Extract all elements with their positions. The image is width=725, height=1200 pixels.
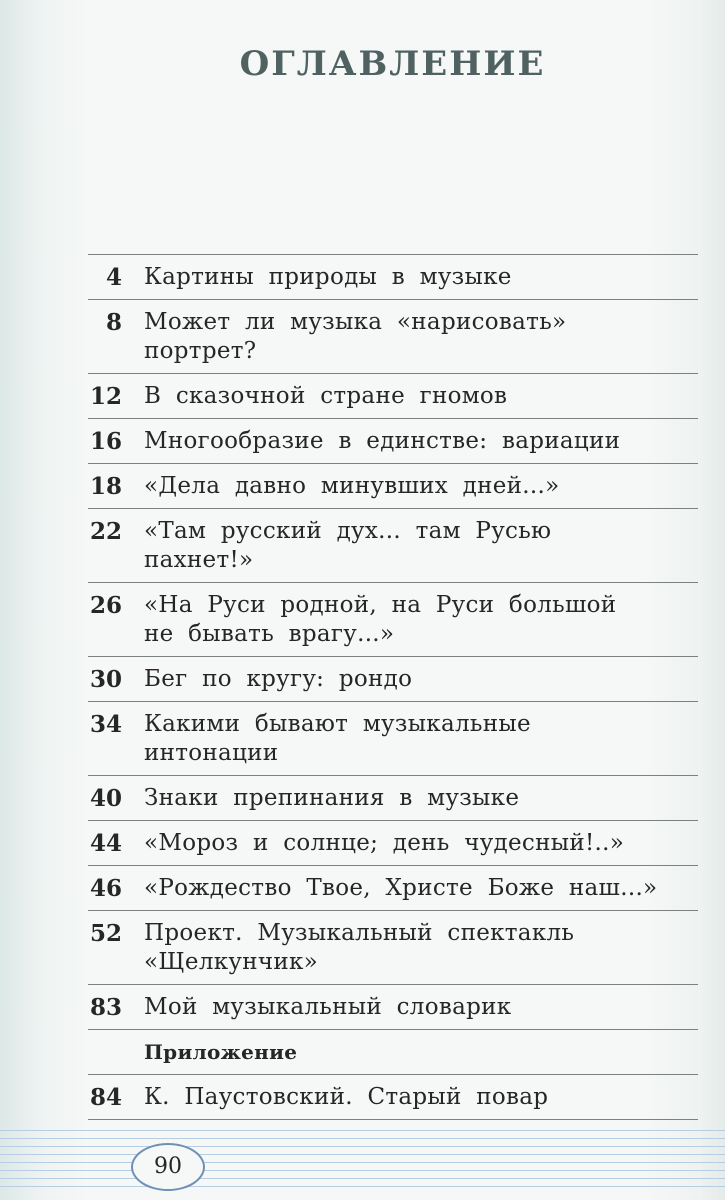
footer-rule	[0, 1186, 725, 1187]
toc-page-number: 34	[89, 711, 122, 738]
toc-page-number: 83	[89, 994, 122, 1021]
toc-entry-title: «Мороз и солнце; день чудесный!..»	[144, 830, 625, 856]
footer-rule	[0, 1138, 725, 1139]
toc-entry[interactable]	[88, 255, 698, 300]
footer-rule	[0, 1170, 725, 1171]
toc-entry-title: В сказочной стране гномов	[144, 383, 508, 409]
toc-entry[interactable]	[88, 1075, 698, 1120]
toc-entry[interactable]	[88, 821, 698, 866]
toc-page-number: 26	[89, 592, 122, 619]
toc-entry-title: «На Руси родной, на Руси большой не бывать врагу...»	[144, 592, 617, 647]
toc-page-number: 22	[89, 518, 122, 545]
toc-entry-title: Мой музыкальный словарик	[144, 994, 512, 1020]
toc-page-number: 40	[89, 785, 122, 812]
toc-page-number: 52	[89, 920, 122, 947]
toc-page-number: 30	[89, 666, 122, 693]
toc-entry-title: Знаки препинания в музыке	[144, 785, 520, 811]
table-of-contents	[88, 254, 698, 1120]
toc-entry-title: Многообразие в единстве: вариации	[144, 428, 621, 454]
toc-entry-title: Проект. Музыкальный спектакль «Щелкунчик»	[144, 920, 575, 975]
toc-entry[interactable]	[88, 866, 698, 911]
toc-entry-title: Картины природы в музыке	[144, 264, 512, 290]
toc-entry-title: Может ли музыка «нарисовать» портрет?	[144, 309, 567, 364]
footer-rule	[0, 1154, 725, 1155]
toc-entry[interactable]	[88, 509, 698, 583]
appendix-label: Приложение	[144, 1040, 298, 1064]
page-number-badge: 90	[131, 1143, 205, 1191]
footer-rule	[0, 1130, 725, 1131]
toc-entry-title: «Там русский дух... там Русью пахнет!»	[144, 518, 552, 573]
toc-entry-title: К. Паустовский. Старый повар	[144, 1084, 549, 1110]
toc-entry[interactable]	[88, 300, 698, 374]
toc-entry[interactable]	[88, 419, 698, 464]
toc-entry-title: «Рождество Твое, Христе Боже наш...»	[144, 875, 658, 901]
toc-entry[interactable]	[88, 985, 698, 1030]
toc-page-number: 44	[89, 830, 122, 857]
toc-entry[interactable]	[88, 374, 698, 419]
toc-page-number: 4	[105, 264, 122, 291]
toc-entry-title: Какими бывают музыкальные интонации	[144, 711, 531, 766]
toc-entry[interactable]	[88, 464, 698, 509]
footer-rule	[0, 1146, 725, 1147]
toc-page-number: 84	[89, 1084, 122, 1111]
toc-page-number: 16	[89, 428, 122, 455]
toc-entry[interactable]	[88, 657, 698, 702]
toc-page-number: 46	[89, 875, 122, 902]
toc-page-number: 18	[89, 473, 122, 500]
page-title: ОГЛАВЛЕНИЕ	[239, 44, 546, 84]
toc-page-number: 8	[105, 309, 122, 336]
toc-page-number: 12	[89, 383, 122, 410]
toc-entry-title: «Дела давно минувших дней...»	[144, 473, 560, 499]
toc-entry[interactable]	[88, 911, 698, 985]
footer-rule	[0, 1162, 725, 1163]
toc-entry[interactable]	[88, 776, 698, 821]
toc-entry[interactable]	[88, 702, 698, 776]
footer-rule	[0, 1178, 725, 1179]
toc-section-heading	[88, 1030, 698, 1075]
toc-entry-title: Бег по кругу: рондо	[144, 666, 413, 692]
toc-entry[interactable]	[88, 583, 698, 657]
